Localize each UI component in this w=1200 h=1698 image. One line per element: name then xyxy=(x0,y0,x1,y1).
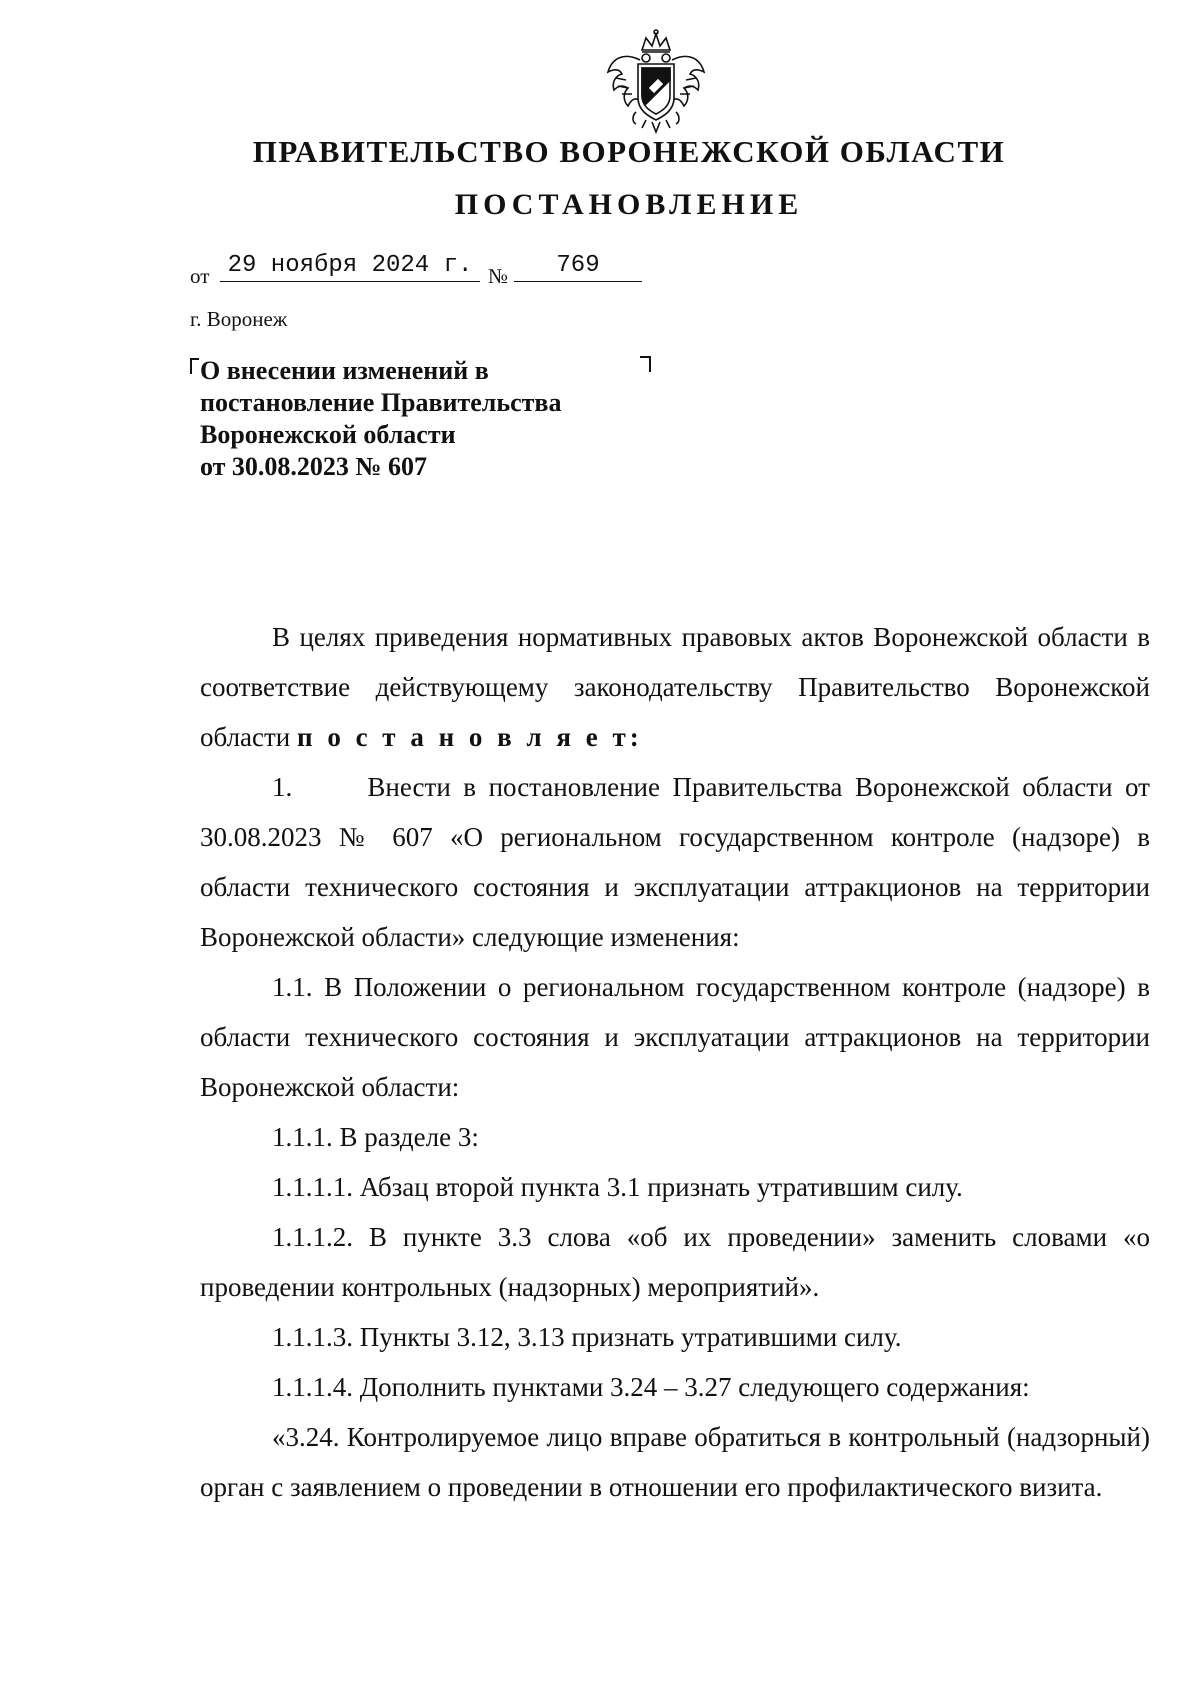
preamble-text: В целях приведения нормативных правовых актов Воронежской области в соответствие действующему законодательству Правительство Воронежской области xyxy=(200,622,1150,752)
government-title: ПРАВИТЕЛЬСТВО ВОРОНЕЖСКОЙ ОБЛАСТИ xyxy=(252,134,1006,169)
subject-line: О внесении изменений в xyxy=(200,356,489,385)
date-prefix: от xyxy=(190,264,210,288)
subject-corner-left xyxy=(190,358,199,374)
document-date: 29 ноября 2024 г. xyxy=(220,252,480,282)
body-paragraph: 1.1. В Положении о региональном государственном контроле (надзоре) в области технического состояния и эксплуатации аттракционов на территории Воронежской области: xyxy=(200,972,1150,1102)
subject-line: постановление Правительства xyxy=(200,388,562,417)
body-paragraph: 1. Внести в постановление Правительства Воронежской области от 30.08.2023 № 607 «О региональном государственном контроле (надзоре) в области технического состояния и эксплуатации аттракционов на территории Воронежской области» следующие изменения: xyxy=(200,772,1157,952)
preamble-emphasis: п о с т а н о в л я е т: xyxy=(297,722,643,752)
city: г. Воронеж xyxy=(190,307,288,331)
document-type: ПОСТАНОВЛЕНИЕ xyxy=(454,188,804,221)
body-paragraph: 1.1.1.2. В пункте 3.3 слова «об их проведении» заменить словами «о проведении контрольных (надзорных) мероприятий». xyxy=(200,1222,1150,1302)
document-body xyxy=(200,612,1157,1512)
document-subject xyxy=(200,355,660,483)
body-paragraph: «3.24. Контролируемое лицо вправе обратиться в контрольный (надзорный) орган с заявлением о проведении в отношении его профилактического визита. xyxy=(200,1422,1150,1502)
number-sign: № xyxy=(488,264,509,288)
coat-of-arms-icon xyxy=(602,28,710,138)
body-paragraph: 1.1.1.4. Дополнить пунктами 3.24 – 3.27 следующего содержания: xyxy=(272,1372,1030,1402)
subject-line: Воронежской области xyxy=(200,420,456,449)
subject-line: от 30.08.2023 № 607 xyxy=(200,452,428,481)
body-paragraph: 1.1.1.3. Пункты 3.12, 3.13 признать утратившими силу. xyxy=(272,1322,902,1352)
document-number: 769 xyxy=(514,252,642,282)
preamble-paragraph xyxy=(200,612,1150,762)
body-paragraph: 1.1.1.1. Абзац второй пункта 3.1 признать утратившим силу. xyxy=(272,1172,963,1202)
body-paragraph: 1.1.1. В разделе 3: xyxy=(272,1122,479,1152)
